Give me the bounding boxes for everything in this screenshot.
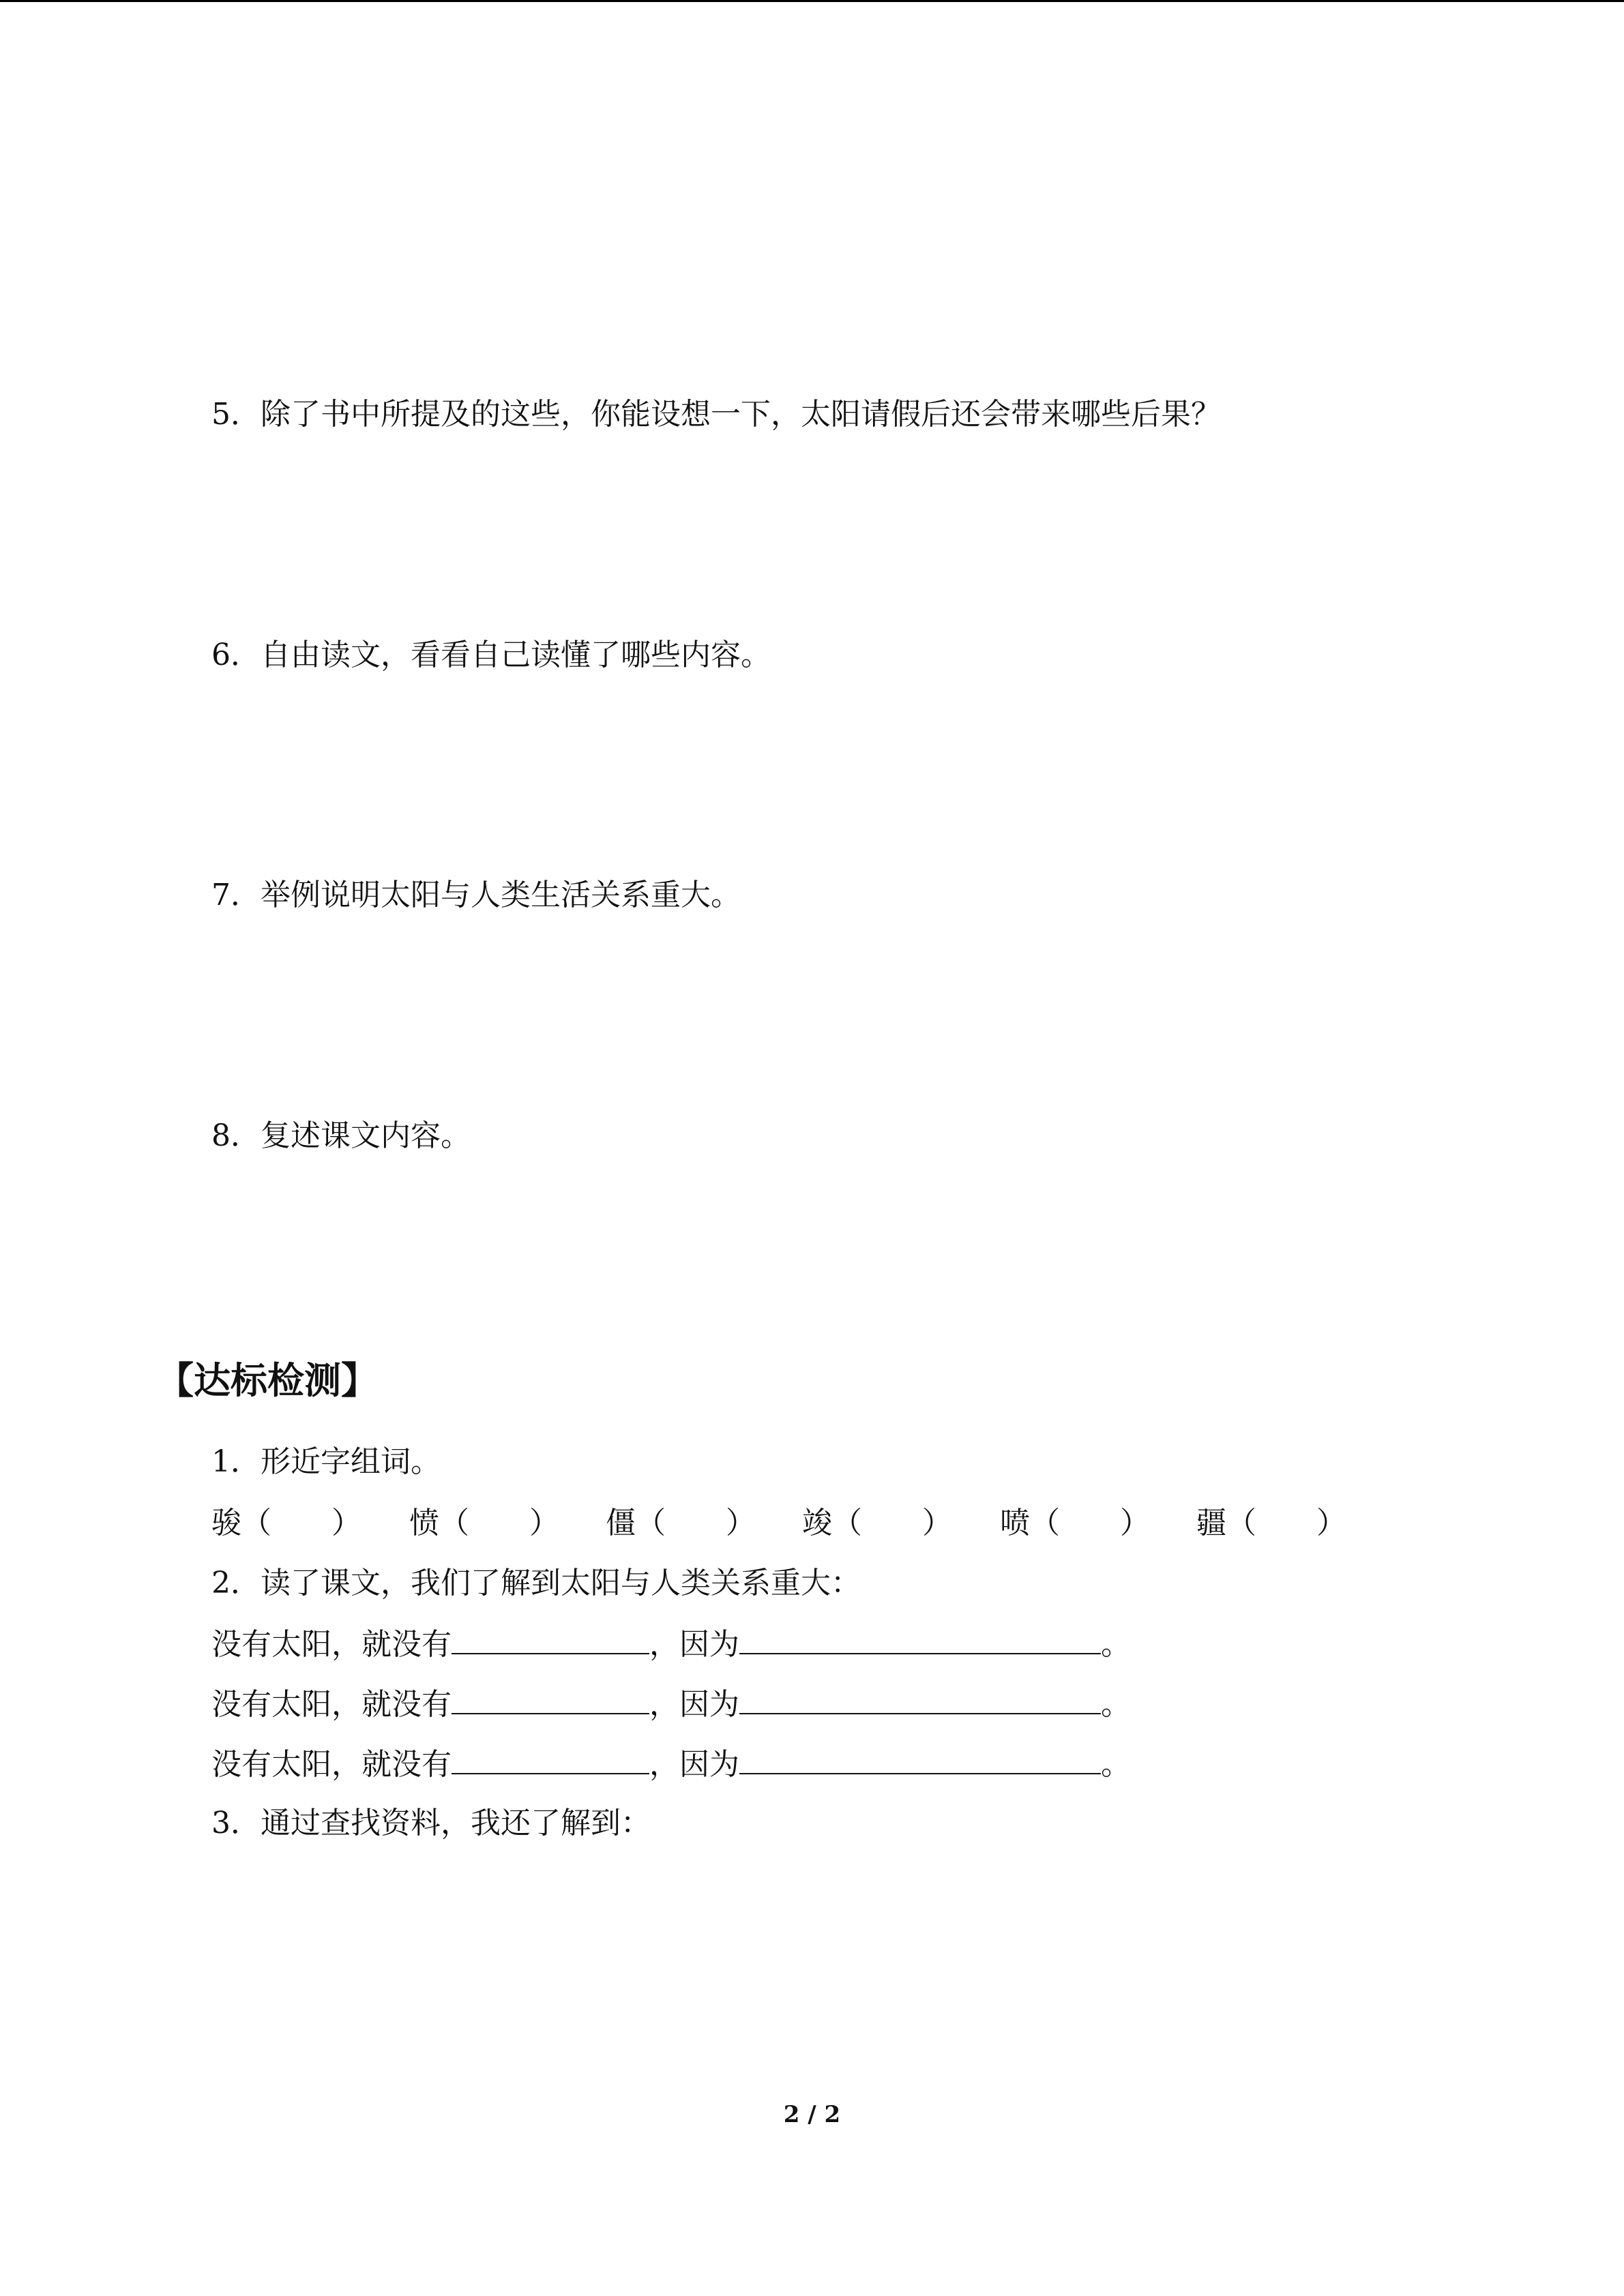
question-7: 7．举例说明太阳与人类生活关系重大。 [211, 878, 741, 912]
fill-middle: ，因为 [649, 1687, 739, 1722]
fill-prefix: 没有太阳，就没有 [211, 1747, 452, 1782]
page-top-border [0, 0, 1624, 2]
test-question-3: 3．通过查找资料，我还了解到： [211, 1806, 651, 1840]
test-question-2: 2．读了课文，我们了解到太阳与人类关系重大： [211, 1566, 861, 1600]
fill-blank-thing[interactable] [452, 1743, 649, 1774]
char-item-3: 僵（ ） [606, 1506, 756, 1540]
question-8: 8．复述课文内容。 [211, 1118, 471, 1153]
section-heading: 【达标检测】 [157, 1359, 378, 1402]
fill-suffix: 。 [1101, 1627, 1131, 1662]
fill-line-1 [211, 1623, 1131, 1665]
fill-middle: ，因为 [649, 1627, 739, 1662]
fill-line-3 [211, 1743, 1131, 1785]
char-item-1: 骏（ ） [211, 1506, 361, 1540]
fill-blank-thing[interactable] [452, 1683, 649, 1714]
question-6: 6．自由读文，看看自己读懂了哪些内容。 [211, 638, 771, 672]
fill-blank-reason[interactable] [739, 1683, 1101, 1714]
fill-prefix: 没有太阳，就没有 [211, 1627, 452, 1662]
fill-blank-reason[interactable] [739, 1623, 1101, 1654]
char-item-5: 喷（ ） [1000, 1506, 1150, 1540]
fill-middle: ，因为 [649, 1747, 739, 1782]
fill-blank-reason[interactable] [739, 1743, 1101, 1774]
fill-suffix: 。 [1101, 1687, 1131, 1722]
fill-line-2 [211, 1683, 1131, 1725]
char-item-6: 疆（ ） [1196, 1506, 1346, 1540]
test-question-1: 1．形近字组词。 [211, 1444, 441, 1479]
page-number: 2 / 2 [783, 2101, 841, 2128]
question-5: 5．除了书中所提及的这些，你能设想一下，太阳请假后还会带来哪些后果？ [211, 397, 1221, 432]
fill-suffix: 。 [1101, 1747, 1131, 1782]
fill-blank-thing[interactable] [452, 1623, 649, 1654]
fill-prefix: 没有太阳，就没有 [211, 1687, 452, 1722]
char-item-2: 愤（ ） [409, 1506, 559, 1540]
char-item-4: 竣（ ） [802, 1506, 952, 1540]
